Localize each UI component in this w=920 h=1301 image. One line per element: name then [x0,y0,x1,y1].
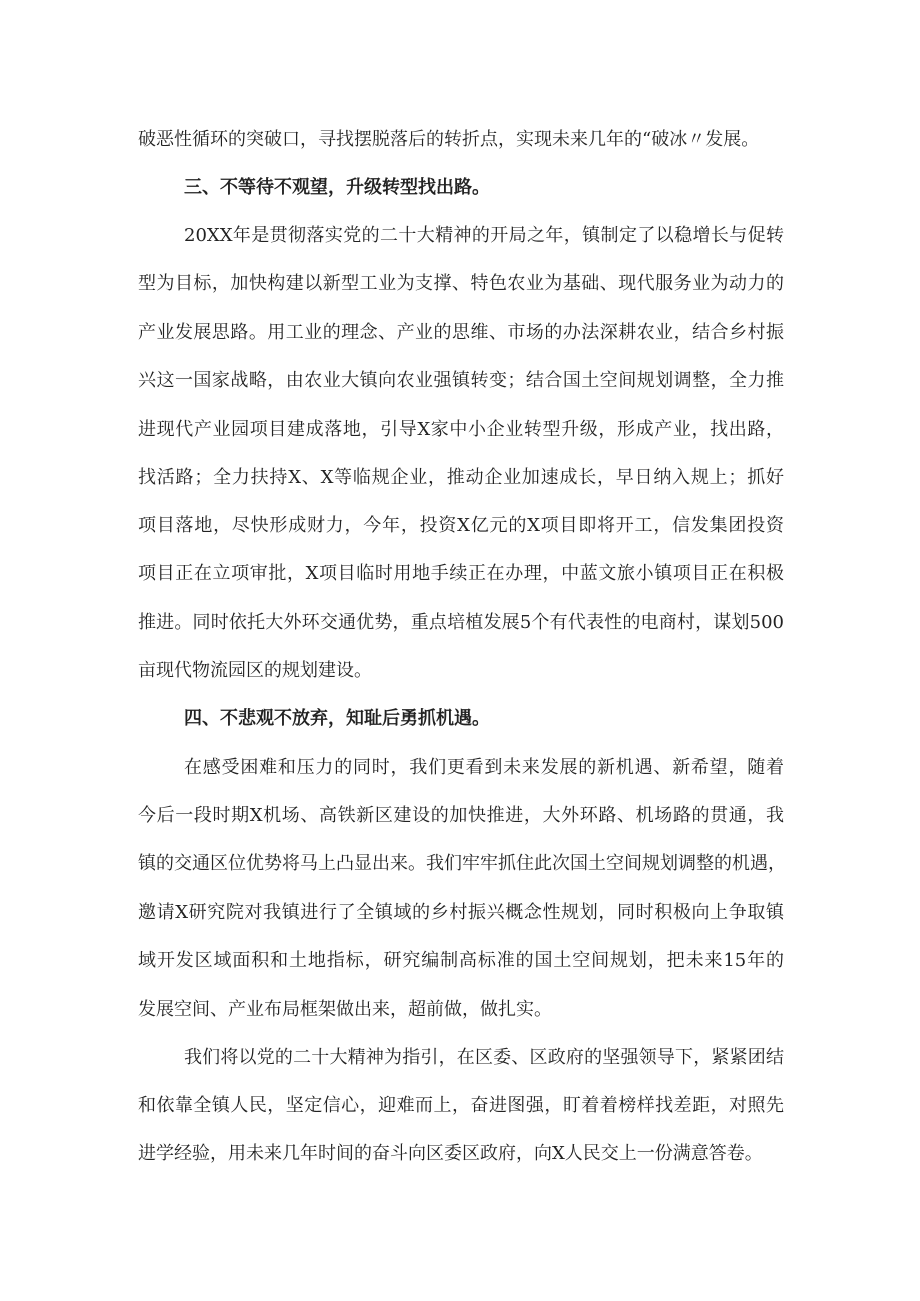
paragraph-line: 和依靠全镇人民，坚定信心，迎难而上，奋进图强，盯着着榜样找差距，对照先 [138,1095,784,1116]
paragraph-line: 进现代产业园项目建成落地，引导X家中小企业转型升级，形成产业，找出路， [138,419,784,440]
paragraph-line: 型为目标，加快构建以新型工业为支撑、特色农业为基础、现代服务业为动力的 [138,273,784,294]
paragraph-line: 在感受困难和压力的同时，我们更看到未来发展的新机遇、新希望，随着 [184,757,784,778]
paragraph-line: 进学经验，用未来几年时间的奋斗向区委区政府，向X人民交上一份满意答卷。 [138,1143,763,1164]
paragraph-line: 今后一段时期X机场、高铁新区建设的加快推进，大外环路、机场路的贯通，我 [138,805,784,826]
paragraph-line: 项目落地，尽快形成财力，今年，投资X亿元的X项目即将开工，信发集团投资 [138,515,784,536]
paragraph-line: 推进。同时依托大外环交通优势，重点培植发展5个有代表性的电商村，谋划500 [138,612,784,633]
paragraph-line: 邀请X研究院对我镇进行了全镇域的乡村振兴概念性规划，同时积极向上争取镇 [138,902,784,923]
paragraph-line: 发展空间、产业布局框架做出来，超前做，做扎实。 [138,999,552,1020]
paragraph-line: 破恶性循环的突破口，寻找摆脱落后的转折点，实现未来几年的“破冰〃发展。 [138,129,760,150]
paragraph-line: 兴这一国家战略，由农业大镇向农业强镇转变；结合国土空间规划调整，全力推 [138,370,784,391]
paragraph-line: 产业发展思路。用工业的理念、产业的思维、市场的办法深耕农业，结合乡村振 [138,322,784,343]
paragraph-line: 亩现代物流园区的规划建设。 [138,660,372,681]
paragraph-line: 域开发区域面积和土地指标，研究编制高标准的国土空间规划，把未来15年的 [138,950,784,971]
paragraph-line: 镇的交通区位优势将马上凸显出来。我们牢牢抓住此次国土空间规划调整的机遇， [138,853,786,874]
section-heading-3: 三、不等待不观望，升级转型找出路。 [184,177,490,198]
paragraph-line: 我们将以党的二十大精神为指引，在区委、区政府的坚强领导下，紧紧团结 [184,1047,784,1068]
paragraph-line: 找活路；全力扶持X、X等临规企业，推动企业加速成长，早日纳入规上；抓好 [138,467,784,488]
paragraph-line: 20XX年是贯彻落实党的二十大精神的开局之年，镇制定了以稳增长与促转 [184,225,784,246]
paragraph-line: 项目正在立项审批，X项目临时用地手续正在办理，中蓝文旅小镇项目正在积极 [138,563,784,584]
section-heading-4: 四、不悲观不放弃，知耻后勇抓机遇。 [184,708,490,729]
